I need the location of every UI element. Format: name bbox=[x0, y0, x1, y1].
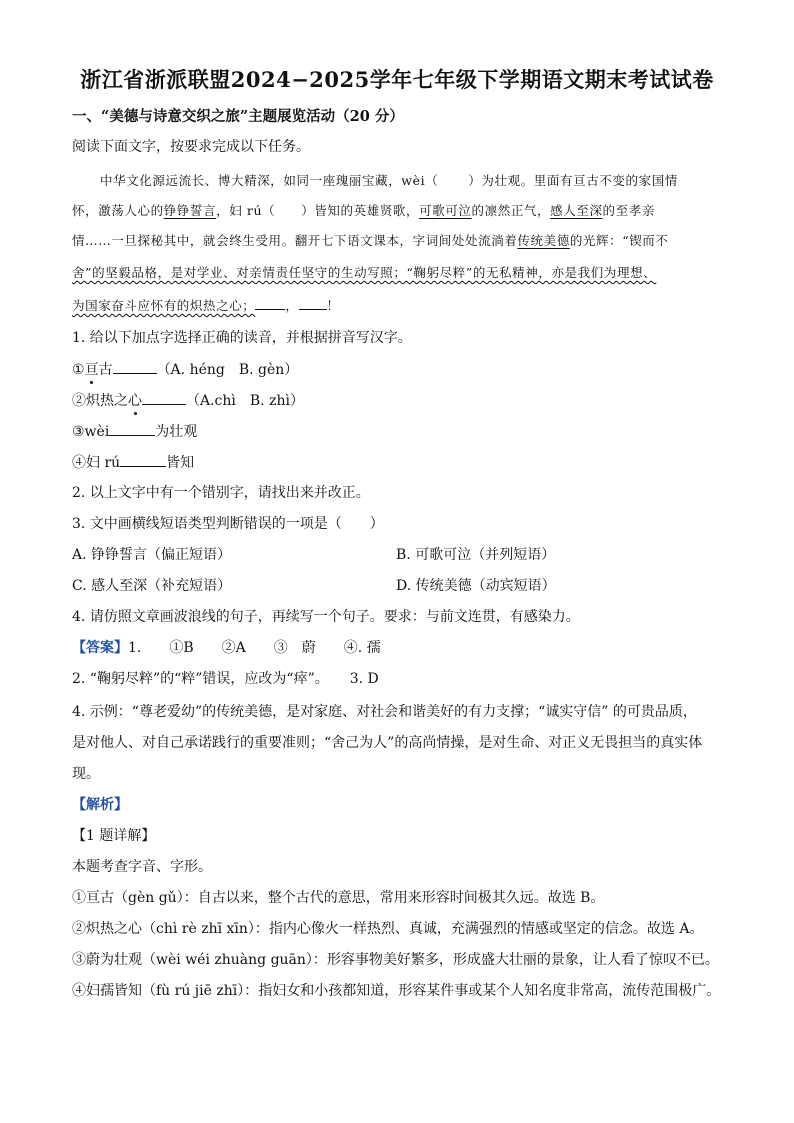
section-heading: 一、“美德与诗意交织之旅”主题展览活动（20 分） bbox=[72, 108, 404, 125]
passage-text: 的光辉：“锲而不 bbox=[569, 233, 669, 248]
option-a[interactable]: A. 铮铮誓言（偏正短语） bbox=[72, 547, 232, 563]
answer-blank[interactable] bbox=[109, 421, 155, 436]
passage-text: ）为壮观。里面有亘古不变的家国情 bbox=[468, 173, 678, 188]
answer-line-4: 是对他人、对自己承诺践行的重要准则；“舍己为人”的高尚情操，是对生命、对正义无畏担当的真实体 bbox=[72, 735, 703, 751]
q1-stem: 1. 给以下加点字选择正确的读音，并根据拼音写汉字。 bbox=[72, 330, 412, 346]
dotted-char: 心 bbox=[128, 393, 142, 409]
page-title: 浙江省浙派联盟2024−2025学年七年级下学期语文期末考试试卷 bbox=[80, 67, 714, 92]
option-b[interactable]: B. 可歌可泣（并列短语） bbox=[396, 547, 556, 563]
analysis-entry-3: ③蔚为壮观（wèi wéi zhuàng guān）：形容事物美好繁多，形成盛大壮丽的景象，让人看了惊叹不已。 bbox=[72, 952, 719, 968]
item-text: 皆知 bbox=[166, 455, 195, 471]
item-text: ③wèi bbox=[72, 424, 110, 440]
passage-text: 中华文化源远流长、博大精深，如同一座瑰丽宝藏，wèi（ bbox=[100, 173, 439, 188]
underlined-phrase: 铮铮誓言 bbox=[163, 203, 217, 218]
answer-line-2: 2. “鞠躬尽粹”的“粹”错误，应改为“瘁”。 3. D bbox=[72, 671, 379, 687]
passage-line-1 bbox=[100, 171, 736, 191]
analysis-entry-1: ①亘古（gèn gǔ）：自古以来，整个古代的意思，常用来形容时间极其久远。故选 B。 bbox=[72, 890, 605, 906]
passage-text: ， bbox=[285, 298, 299, 313]
item-text: ④妇 rú bbox=[72, 455, 121, 471]
passage-line-5 bbox=[72, 295, 736, 316]
wavy-sentence: 舍”的坚毅品格，是对学业、对亲情责任坚守的生动写照；“鞠躬尽粹”的无私精神，亦是我们为理想、 bbox=[72, 265, 657, 280]
analysis-entry-4: ④妇孺皆知（fù rú jiē zhī）：指妇女和小孩都知道，形容某件事或某个人知名度非常高，流传范围极广。 bbox=[72, 983, 721, 999]
analysis-subheading: 【1 题详解】 bbox=[72, 828, 156, 844]
q1-item-2 bbox=[72, 390, 736, 411]
wavy-sentence: 为国家奋斗应怀有的炽热之心； bbox=[72, 298, 256, 313]
item-text: 为壮观 bbox=[155, 424, 198, 440]
passage-text: 的至孝亲 bbox=[602, 203, 655, 218]
passage-line-3 bbox=[72, 231, 736, 251]
passage-text: 怀，激荡人心的 bbox=[72, 203, 164, 218]
item-text: ① bbox=[72, 362, 85, 378]
passage-line-2 bbox=[72, 201, 736, 221]
q3-options-row-2 bbox=[72, 576, 736, 596]
answer-blank[interactable] bbox=[113, 359, 157, 374]
q4-stem: 4. 请仿照文章画波浪线的句子，再续写一个句子。要求：与前文连贯，有感染力。 bbox=[72, 609, 580, 625]
answer-line-1 bbox=[72, 638, 736, 658]
answer-line-5: 现。 bbox=[72, 766, 100, 782]
passage-text: ！ bbox=[326, 298, 340, 313]
underlined-phrase: 感人至深 bbox=[550, 203, 603, 218]
q3-options-row-1 bbox=[72, 545, 736, 565]
underlined-phrase: 传统美德 bbox=[517, 233, 570, 248]
q2-stem: 2. 以上文字中有一个错别字，请找出来并改正。 bbox=[72, 485, 370, 501]
answer-blank[interactable] bbox=[142, 390, 186, 405]
answer-tag: 【答案】 bbox=[72, 640, 128, 656]
item-text: 古 bbox=[98, 362, 113, 378]
answer-blank[interactable] bbox=[255, 295, 285, 310]
answer-line-3: 4. 示例：“尊老爱幼”的传统美德，是对家庭、对社会和谐美好的有力支撑；“诚实守信” 的可贵品质， bbox=[72, 704, 697, 720]
underlined-phrase: 可歌可泣 bbox=[419, 203, 472, 218]
answer-text: 1. ①B ②A ③ 蔚 ④. 孺 bbox=[128, 640, 381, 656]
item-text: ②炽热之 bbox=[72, 393, 128, 409]
passage-text: ，妇 rú（ bbox=[216, 203, 276, 218]
option-c[interactable]: C. 感人至深（补充短语） bbox=[72, 578, 232, 594]
q1-item-3 bbox=[72, 421, 736, 442]
passage-text: ）皆知的英雄贤歌， bbox=[301, 203, 420, 218]
item-options: （A. héng B. gèn） bbox=[156, 362, 299, 378]
reading-instruction: 阅读下面文字，按要求完成以下任务。 bbox=[72, 139, 310, 155]
option-d[interactable]: D. 传统美德（动宾短语） bbox=[396, 578, 556, 594]
q1-item-4 bbox=[72, 452, 736, 473]
q3-stem: 3. 文中画横线短语类型判断错误的一项是（ ） bbox=[72, 516, 384, 532]
answer-blank[interactable] bbox=[120, 452, 166, 467]
answer-blank[interactable] bbox=[299, 295, 327, 310]
analysis-intro: 本题考查字音、字形。 bbox=[72, 859, 212, 875]
passage-line-4 bbox=[72, 263, 736, 283]
passage-text: 情……一旦探秘其中，就会终生受用。翻开七下语文课本，字词间处处流淌着 bbox=[72, 233, 518, 248]
q1-item-1 bbox=[72, 359, 736, 380]
item-options: （A.chì B. zhì） bbox=[186, 393, 304, 409]
analysis-entry-2: ②炽热之心（chì rè zhī xīn）：指内心像火一样热烈、真诚，充满强烈的情感或坚定的信念。故选 A。 bbox=[72, 921, 704, 937]
analysis-tag: 【解析】 bbox=[72, 797, 128, 813]
dotted-char: 亘 bbox=[84, 362, 99, 378]
passage-text: 的凛然正气， bbox=[471, 203, 551, 218]
